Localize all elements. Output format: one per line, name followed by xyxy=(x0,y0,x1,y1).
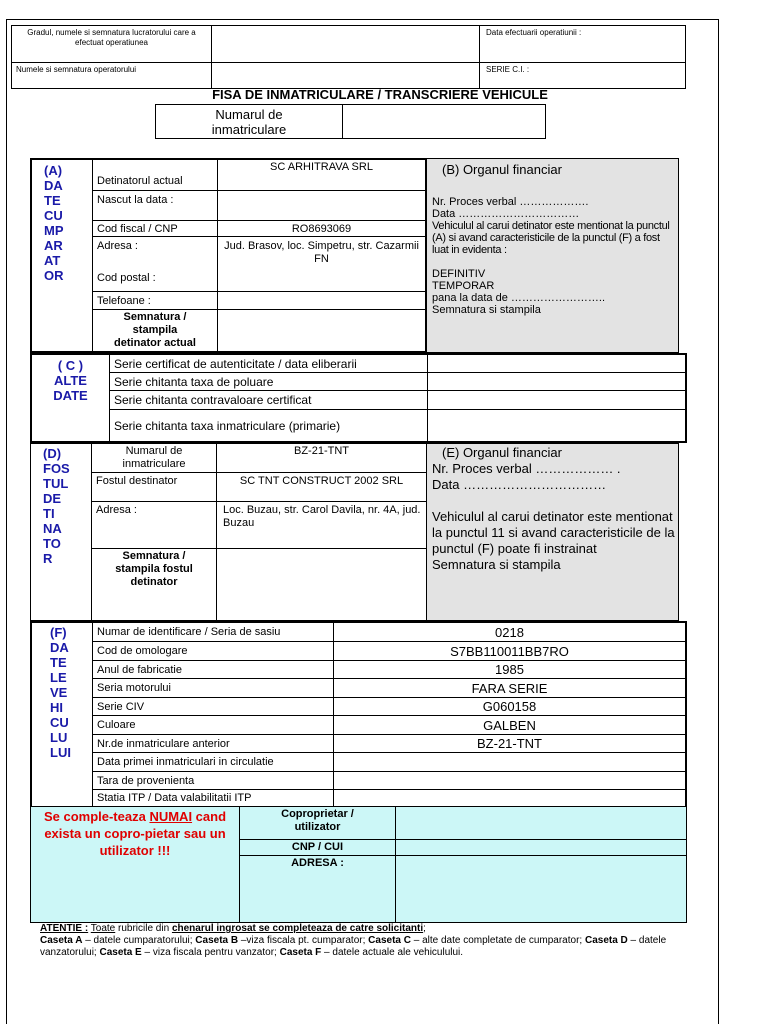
label-current-holder: Detinatorul actual xyxy=(93,160,218,191)
d-label-signature: Semnatura / stampila fostul detinator xyxy=(92,549,217,620)
worker-field[interactable] xyxy=(212,26,480,63)
coowner-label: Coproprietar / utilizator xyxy=(240,807,396,840)
c-label-certificate: Serie certificat de autenticitate / data eliberarii xyxy=(110,355,428,373)
section-b-until: pana la data de …………………….. xyxy=(432,292,606,304)
section-b-pv: Nr. Proces verbal ………………. xyxy=(432,196,589,208)
f-value-prev-plate: BZ-21-TNT xyxy=(334,735,685,753)
f-value-year: 1985 xyxy=(334,661,685,679)
label-phone: Telefoane : xyxy=(93,292,218,310)
coowner-note: Se comple-teaza NUMAI cand exista un copro-pietar sau un utilizator !!! xyxy=(31,807,240,922)
section-b-statement: Vehiculul al carui detinator este mentionat la punctul (A) si avand caracteristicile de la punctul (F) a fost luat in evidenta : xyxy=(432,220,670,256)
worker-label: Gradul, numele si semnatura lucratorului care a efectuat operatiunea xyxy=(12,26,212,63)
section-e xyxy=(426,443,679,621)
value-tax-code: RO8693069 xyxy=(218,221,425,237)
section-b-definitive: DEFINITIV xyxy=(432,268,486,280)
section-a xyxy=(30,158,427,353)
f-label-civ: Serie CIV xyxy=(93,698,334,716)
plate-label: Numarul de inmatriculare xyxy=(156,105,343,138)
coowner-value[interactable] xyxy=(396,807,686,840)
address-value[interactable] xyxy=(396,856,686,922)
label-signature-current: Semnatura / stampila detinator actual xyxy=(93,310,218,351)
date-label: Data efectuarii operatiunii : xyxy=(480,26,685,63)
label-postal-code: Cod postal : xyxy=(93,270,218,292)
section-d xyxy=(30,443,427,621)
label-address: Adresa : xyxy=(93,237,218,292)
plate-field[interactable] xyxy=(343,105,545,138)
section-c-tag: ( C ) ALTE DATE xyxy=(32,355,110,441)
label-birth-date: Nascut la data : xyxy=(93,191,218,221)
f-value-civ: G060158 xyxy=(334,698,685,716)
section-e-pv: Nr. Proces verbal ……………… . xyxy=(432,461,621,476)
f-label-itp: Statia ITP / Data valabilitatii ITP xyxy=(93,790,334,806)
section-b-signature: Semnatura si stampila xyxy=(432,304,541,316)
f-value-homologation: S7BB110011BB7RO xyxy=(334,642,685,661)
c-label-registration-fee: Serie chitanta taxa inmatriculare (primarie) xyxy=(110,410,428,441)
f-value-first-registration[interactable] xyxy=(334,753,685,772)
value-signature-current[interactable] xyxy=(218,310,425,351)
d-value-plate: BZ-21-TNT xyxy=(217,444,426,473)
d-label-former-holder: Fostul destinator xyxy=(92,473,217,502)
cnp-value[interactable] xyxy=(396,840,686,856)
section-f-tag: (F) DA TE LE VE HI CU LU LUI xyxy=(32,623,93,806)
operator-field[interactable] xyxy=(212,63,480,88)
header-table xyxy=(11,25,686,89)
footer-note: ATENTIE : Toate rubricile din chenarul ingrosat se completeaza de catre solicitanti; Caseta A – datele cumparatorului; Caseta B –viza fiscala pt. cumparator; Caseta C – alte date completate de cumparator; Caseta D – datele vanzatorului; Caseta E – viza fiscala pentru vanzator; Caseta F – datele actuale ale vehiculului. xyxy=(40,923,667,958)
f-label-homologation: Cod de omologare xyxy=(93,642,334,661)
d-value-former-holder: SC TNT CONSTRUCT 2002 SRL xyxy=(217,473,426,502)
f-label-vin: Numar de identificare / Seria de sasiu xyxy=(93,623,334,642)
c-label-cert-fee: Serie chitanta contravaloare certificat xyxy=(110,391,428,410)
section-c xyxy=(30,353,687,443)
c-label-pollution: Serie chitanta taxa de poluare xyxy=(110,373,428,391)
coowner-section xyxy=(30,806,687,923)
d-value-address: Loc. Buzau, str. Carol Davila, nr. 4A, jud. Buzau xyxy=(217,502,426,549)
f-label-color: Culoare xyxy=(93,716,334,735)
value-postal-code[interactable] xyxy=(218,270,425,292)
plate-box xyxy=(155,104,546,139)
f-label-year: Anul de fabricatie xyxy=(93,661,334,679)
section-e-signature: Semnatura si stampila xyxy=(432,557,561,572)
section-f xyxy=(30,621,687,808)
section-e-title: (E) Organul financiar xyxy=(442,445,562,460)
f-label-engine: Seria motorului xyxy=(93,679,334,698)
cnp-label: CNP / CUI xyxy=(240,840,396,856)
f-value-itp[interactable] xyxy=(334,790,685,806)
section-b-body xyxy=(432,196,677,316)
f-value-vin: 0218 xyxy=(334,623,685,642)
section-e-date: Data …………………………… xyxy=(432,477,607,492)
c-value-certificate[interactable] xyxy=(428,355,685,373)
c-value-cert-fee[interactable] xyxy=(428,391,685,410)
label-tax-code: Cod fiscal / CNP xyxy=(93,221,218,237)
form-title: FISA DE INMATRICULARE / TRANSCRIERE VEHICULE xyxy=(212,87,548,102)
d-value-signature[interactable] xyxy=(217,549,426,620)
section-a-tag: (A) DA TE CU MP AR AT OR xyxy=(32,160,93,351)
operator-label: Numele si semnatura operatorului xyxy=(12,63,212,88)
ci-label: SERIE C.I. : xyxy=(486,65,530,74)
section-b-date: Data …………………………… xyxy=(432,208,580,220)
value-address: Jud. Brasov, loc. Simpetru, str. Cazarmii FN xyxy=(224,240,419,265)
vehicle-table xyxy=(93,623,685,806)
d-label-plate: Numarul de inmatriculare xyxy=(92,444,217,473)
section-b-title: (B) Organul financiar xyxy=(442,162,562,177)
section-e-statement: Vehiculul al carui detinator este mentionat la punctul 11 si avand caracteristicile de la punctul (F) poate fi instrainat xyxy=(432,509,675,556)
f-label-prev-plate: Nr.de inmatriculare anterior xyxy=(93,735,334,753)
f-value-color: GALBEN xyxy=(334,716,685,735)
f-label-first-registration: Data primei inmatriculari in circulatie xyxy=(93,753,334,772)
section-b xyxy=(426,158,679,353)
value-birth-date[interactable] xyxy=(218,191,425,221)
section-d-tag: (D) FOS TUL DE TI NA TO R xyxy=(31,444,92,620)
f-value-origin[interactable] xyxy=(334,772,685,790)
coowner-note-emphasis: NUMAI xyxy=(149,809,193,824)
f-value-engine: FARA SERIE xyxy=(334,679,685,698)
section-b-temporary: TEMPORAR xyxy=(432,280,495,292)
address-label: ADRESA : xyxy=(240,856,396,922)
c-value-pollution[interactable] xyxy=(428,373,685,391)
section-e-body xyxy=(432,461,677,573)
f-label-origin: Tara de provenienta xyxy=(93,772,334,790)
d-label-address: Adresa : xyxy=(92,502,217,549)
value-current-holder: SC ARHITRAVA SRL xyxy=(218,160,425,191)
value-phone[interactable] xyxy=(218,292,425,310)
c-value-registration-fee[interactable] xyxy=(428,410,685,441)
